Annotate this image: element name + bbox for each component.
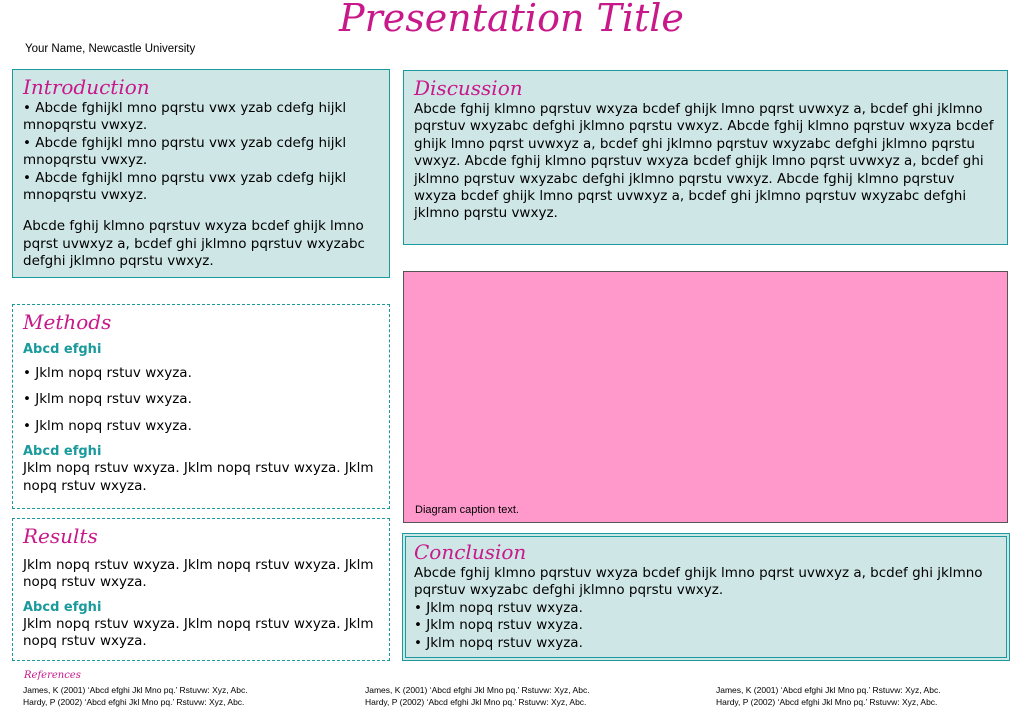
- author-line: Your Name, Newcastle University: [25, 43, 196, 55]
- introduction-panel: [12, 69, 390, 278]
- reference-entry: James, K (2001) ‘Abcd efghi Jkl Mno pq.’ Rstuvw: Xyz, Abc.: [23, 685, 248, 695]
- discussion-panel: [403, 70, 1008, 245]
- conclusion-panel: [402, 533, 1010, 661]
- reference-entry: James, K (2001) ‘Abcd efghi Jkl Mno pq.’ Rstuvw: Xyz, Abc.: [716, 685, 941, 695]
- results-paragraph: Jklm nopq rstuv wxyza. Jklm nopq rstuv wxyza. Jklm nopq rstuv wxyza.: [23, 615, 374, 650]
- introduction-paragraph: Abcde fghij klmno pqrstuv wxyza bcdef ghijk lmno pqrst uvwxyz a, bcdef ghi jklmno pqrstuv wxyzabc defghi jklmno pqrstu vwxyz.: [23, 218, 365, 270]
- methods-bullet: • Jklm nopq rstuv wxyza.: [23, 365, 192, 381]
- conclusion-heading: Conclusion: [414, 540, 527, 564]
- references-column: [716, 685, 941, 708]
- discussion-heading: Discussion: [414, 76, 523, 100]
- methods-paragraph: Jklm nopq rstuv wxyza. Jklm nopq rstuv wxyza. Jklm nopq rstuv wxyza.: [23, 460, 374, 494]
- results-panel: [12, 518, 390, 661]
- introduction-heading: Introduction: [23, 75, 150, 99]
- conclusion-paragraph: Abcde fghij klmno pqrstuv wxyza bcdef ghijk lmno pqrst uvwxyz a, bcdef ghi jklmno pqrstuv wxyzabc defghi jklmno pqrstu vwxyz.: [414, 565, 983, 599]
- results-subheading: Abcd efghi: [23, 599, 102, 615]
- conclusion-bullet: • Jklm nopq rstuv wxyza.: [414, 634, 583, 651]
- methods-heading: Methods: [23, 310, 112, 334]
- diagram-placeholder: [403, 271, 1008, 523]
- methods-subheading: Abcd efghi: [23, 342, 102, 357]
- methods-bullet: • Jklm nopq rstuv wxyza.: [23, 391, 192, 408]
- diagram-caption: Diagram caption text.: [415, 504, 519, 516]
- introduction-bullet: • Abcde fghijkl mno pqrstu vwx yzab cdefg hijkl mnopqrstu vwxyz.: [23, 169, 347, 204]
- conclusion-bullet: • Jklm nopq rstuv wxyza.: [414, 617, 583, 634]
- references-heading: References: [24, 670, 81, 681]
- methods-panel: [12, 304, 390, 509]
- discussion-paragraph: Abcde fghij klmno pqrstuv wxyza bcdef ghijk lmno pqrst uvwxyz a, bcdef ghi jklmno pqrstuv wxyzabc defghi jklmno pqrstu vwxyz. Abcde fghij klmno pqrstuv wxyza bcdef ghijk lmno pqrst uvwxyz a, bcdef ghi jklmno pqrstuv wxyzabc defghi jklmno pqrstu vwxyz. Abcde fghij klmno pqrstuv wxyza bcdef ghijk lmno pqrst uvwxyz a, bcdef ghi jklmno pqrstuv wxyzabc defghi jklmno pqrstu vwxyz. Abcde fghij klmno pqrstuv wxyza bcdef ghijk lmno pqrst uvwxyz a, bcdef ghi jklmno pqrstuv wxyzabc defghi jklmno pqrstu vwxyz.: [414, 101, 994, 222]
- reference-entry: Hardy, P (2002) ‘Abcd efghi Jkl Mno pq.’ Rstuvw: Xyz, Abc.: [716, 696, 938, 707]
- reference-entry: Hardy, P (2002) ‘Abcd efghi Jkl Mno pq.’ Rstuvw: Xyz, Abc.: [365, 696, 587, 707]
- page-title: Presentation Title: [339, 0, 684, 40]
- references-column: [23, 685, 248, 708]
- reference-entry: James, K (2001) ‘Abcd efghi Jkl Mno pq.’ Rstuvw: Xyz, Abc.: [365, 685, 590, 695]
- reference-entry: Hardy, P (2002) ‘Abcd efghi Jkl Mno pq.’ Rstuvw: Xyz, Abc.: [23, 696, 245, 707]
- results-heading: Results: [23, 524, 98, 548]
- introduction-bullet: • Abcde fghijkl mno pqrstu vwx yzab cdefg hijkl mnopqrstu vwxyz.: [23, 100, 347, 134]
- methods-bullet: • Jklm nopq rstuv wxyza.: [23, 417, 192, 434]
- introduction-bullet: • Abcde fghijkl mno pqrstu vwx yzab cdefg hijkl mnopqrstu vwxyz.: [23, 134, 347, 169]
- methods-subheading: Abcd efghi: [23, 444, 102, 460]
- references-column: [365, 685, 590, 708]
- conclusion-bullet: • Jklm nopq rstuv wxyza.: [414, 599, 583, 616]
- results-paragraph: Jklm nopq rstuv wxyza. Jklm nopq rstuv wxyza. Jklm nopq rstuv wxyza.: [23, 557, 374, 591]
